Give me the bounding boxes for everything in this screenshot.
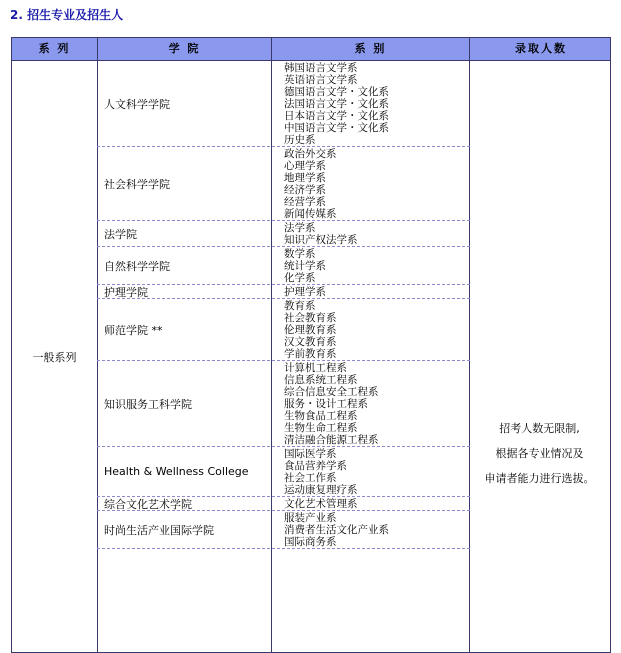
table-row bbox=[97, 497, 470, 511]
college-name: 自然科学学院 bbox=[104, 259, 170, 273]
department-item: 信息系统工程系 bbox=[284, 374, 358, 386]
department-item: 伦理教育系 bbox=[284, 324, 337, 336]
department-item: 汉文教育系 bbox=[284, 336, 337, 348]
department-item: 化学系 bbox=[284, 272, 316, 284]
department-item: 国际医学系 bbox=[284, 448, 337, 460]
department-list bbox=[284, 222, 358, 246]
table-row bbox=[97, 247, 470, 285]
department-item: 心理学系 bbox=[284, 160, 326, 172]
department-item: 英语语言文学系 bbox=[284, 74, 358, 86]
department-item: 教育系 bbox=[284, 300, 316, 312]
department-item: 德国语言文学・文化系 bbox=[284, 86, 389, 98]
department-item: 社会教育系 bbox=[284, 312, 337, 324]
admission-line: 招考人数无限制, bbox=[499, 422, 580, 435]
admission-line: 申请者能力进行选拔。 bbox=[484, 472, 595, 485]
college-name: 护理学院 bbox=[104, 285, 148, 299]
college-name: 时尚生活产业国际学院 bbox=[104, 523, 214, 537]
department-item: 综合信息安全工程系 bbox=[284, 386, 379, 398]
table-row bbox=[97, 511, 470, 549]
college-name: 知识服务工科学院 bbox=[104, 397, 192, 411]
department-list bbox=[284, 498, 358, 510]
department-item: 食品营养学系 bbox=[284, 460, 347, 472]
department-item: 新闻传媒系 bbox=[284, 208, 337, 220]
department-item: 国际商务系 bbox=[284, 536, 337, 548]
category-cell: 一般系列 bbox=[32, 350, 77, 364]
header-department: 系 别 bbox=[272, 38, 470, 60]
college-name: 法学院 bbox=[104, 227, 137, 241]
department-item: 服装产业系 bbox=[284, 512, 337, 524]
department-item: 文化艺术管理系 bbox=[284, 498, 358, 510]
department-list bbox=[284, 362, 379, 446]
table-row bbox=[97, 61, 470, 147]
department-item: 数学系 bbox=[284, 248, 316, 260]
college-name: 社会科学学院 bbox=[104, 177, 170, 191]
department-item: 地理学系 bbox=[284, 172, 326, 184]
department-list bbox=[284, 286, 326, 298]
department-item: 运动康复理疗系 bbox=[284, 484, 358, 496]
department-item: 经济学系 bbox=[284, 184, 326, 196]
department-item: 中国语言文学・文化系 bbox=[284, 122, 389, 134]
department-item: 清洁融合能源工程系 bbox=[284, 434, 379, 446]
admission-cell bbox=[469, 61, 610, 652]
department-item: 政治外交系 bbox=[284, 148, 337, 160]
table-row bbox=[97, 447, 470, 497]
header-college: 学 院 bbox=[98, 38, 272, 60]
department-list bbox=[284, 148, 337, 220]
department-item: 日本语言文学・文化系 bbox=[284, 110, 389, 122]
department-list bbox=[284, 248, 326, 284]
department-item: 社会工作系 bbox=[284, 472, 337, 484]
department-item: 历史系 bbox=[284, 134, 316, 146]
admission-table bbox=[11, 37, 611, 653]
department-list bbox=[284, 448, 358, 496]
college-name: 综合文化艺术学院 bbox=[104, 497, 192, 511]
college-name: 师范学院 ** bbox=[104, 323, 163, 337]
department-item: 法学系 bbox=[284, 222, 316, 234]
department-item: 统计学系 bbox=[284, 260, 326, 272]
department-list bbox=[284, 512, 389, 548]
header-category: 系 列 bbox=[12, 38, 98, 60]
college-name: 人文科学学院 bbox=[104, 97, 170, 111]
department-item: 计算机工程系 bbox=[284, 362, 347, 374]
admission-line: 根据各专业情况及 bbox=[495, 447, 584, 460]
department-item: 生物生命工程系 bbox=[284, 422, 358, 434]
department-item: 学前教育系 bbox=[284, 348, 337, 360]
department-item: 知识产权法学系 bbox=[284, 234, 358, 246]
section-title: 2. 招生专业及招生人 bbox=[10, 8, 124, 22]
table-row bbox=[97, 361, 470, 447]
table-header bbox=[12, 38, 610, 61]
table-row bbox=[97, 221, 470, 247]
department-item: 消费者生活文化产业系 bbox=[284, 524, 389, 536]
table-row bbox=[97, 299, 470, 361]
department-list bbox=[284, 62, 389, 146]
department-item: 韩国语言文学系 bbox=[284, 62, 358, 74]
department-list bbox=[284, 300, 337, 360]
table-row bbox=[97, 285, 470, 299]
header-admission: 录取人数 bbox=[515, 42, 567, 55]
college-name: Health & Wellness College bbox=[104, 465, 249, 478]
table-row bbox=[97, 147, 470, 221]
department-item: 护理学系 bbox=[284, 286, 326, 298]
department-item: 服务・设计工程系 bbox=[284, 398, 368, 410]
department-item: 经营学系 bbox=[284, 196, 326, 208]
department-item: 法国语言文学・文化系 bbox=[284, 98, 389, 110]
department-item: 生物食品工程系 bbox=[284, 410, 358, 422]
